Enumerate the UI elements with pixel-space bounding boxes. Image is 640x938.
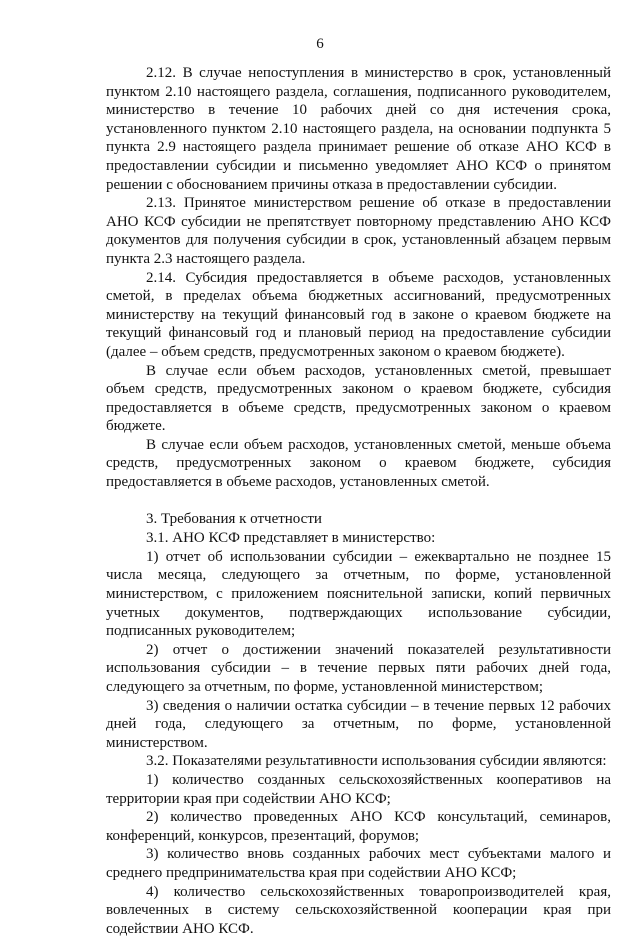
- paragraph-3-2-item-3: 3) количество вновь созданных рабочих мест субъектами малого и среднего предпринимательства края при содействии АНО КСФ;: [106, 846, 611, 881]
- paragraph-3-2: 3.2. Показателями результативности использования субсидии являются:: [146, 753, 607, 770]
- paragraph-2-14-less: В случае если объем расходов, установленных сметой, меньше объема средств, предусмотренных законом о краевом бюджете, субсидия предоставляется в объеме расходов, установленных сметой.: [106, 436, 611, 491]
- paragraph-2-14-exceeds: В случае если объем расходов, установленных сметой, превышает объем средств, предусмотренных законом о краевом бюджете, субсидия предоставляется в объеме средств, предусмотренных законом о краевом бюджете.: [106, 362, 611, 435]
- paragraph-3-1-item-3: 3) сведения о наличии остатка субсидии – в течение первых 12 рабочих дней года, следующего за отчетным, по форме, установленной министерством.: [106, 697, 611, 751]
- paragraph-3-1: 3.1. АНО КСФ представляет в министерство:: [146, 530, 436, 547]
- paragraph-3-1-item-1: 1) отчет об использовании субсидии – ежеквартально не позднее 15 числа месяца, следующего за отчетным, по форме, установленной министерством, с приложением пояснительной записки, копий первичных учетных документов, подтверждающих использование субсидии, подписанных руководителем;: [106, 548, 611, 640]
- paragraph-3-2-item-2: 2) количество проведенных АНО КСФ консультаций, семинаров, конференций, конкурсов, презентаций, форумов;: [106, 809, 611, 844]
- paragraph-2-13: 2.13. Принятое министерством решение об отказе в предоставлении АНО КСФ субсидии не препятствует повторному представлению АНО КСФ документов для получения субсидии в срок, установленный абзацем первым пункта 2.3 настоящего раздела.: [106, 195, 611, 267]
- page-number: 6: [316, 36, 324, 52]
- section-3-title: 3. Требования к отчетности: [146, 510, 322, 527]
- paragraph-3-1-item-2: 2) отчет о достижении значений показателей результативности использования субсидии – в течение первых пяти рабочих дней года, следующего за отчетным, по форме, установленной министерством;: [106, 641, 611, 695]
- document-body: [106, 64, 611, 938]
- paragraph-3-2-item-1: 1) количество созданных сельскохозяйственных кооперативов на территории края при содействии АНО КСФ;: [106, 771, 611, 807]
- paragraph-2-14: 2.14. Субсидия предоставляется в объеме расходов, установленных сметой, в пределах объема бюджетных ассигнований, предусмотренных министерству на текущий финансовый год в законе о краевом бюджете на текущий финансовый год и плановый период на предоставление субсидии (далее – объем средств, предусмотренных законом о краевом бюджете).: [106, 269, 611, 360]
- paragraph-2-12: 2.12. В случае непоступления в министерство в срок, установленный пунктом 2.10 настоящего раздела, соглашения, подписанного руководителем, министерство в течение 10 рабочих дней со дня истечения срока, установленного пунктом 2.10 настоящего раздела, на основании подпункта 5 пункта 2.9 настоящего раздела принимает решение об отказе АНО КСФ в предоставлении субсидии и письменно уведомляет АНО КСФ о принятом решении с обоснованием причины отказа в предоставлении субсидии.: [106, 65, 611, 193]
- paragraph-3-2-item-4: 4) количество сельскохозяйственных товаропроизводителей края, вовлеченных в систему сельскохозяйственной кооперации края при содействии АНО КСФ.: [106, 883, 611, 937]
